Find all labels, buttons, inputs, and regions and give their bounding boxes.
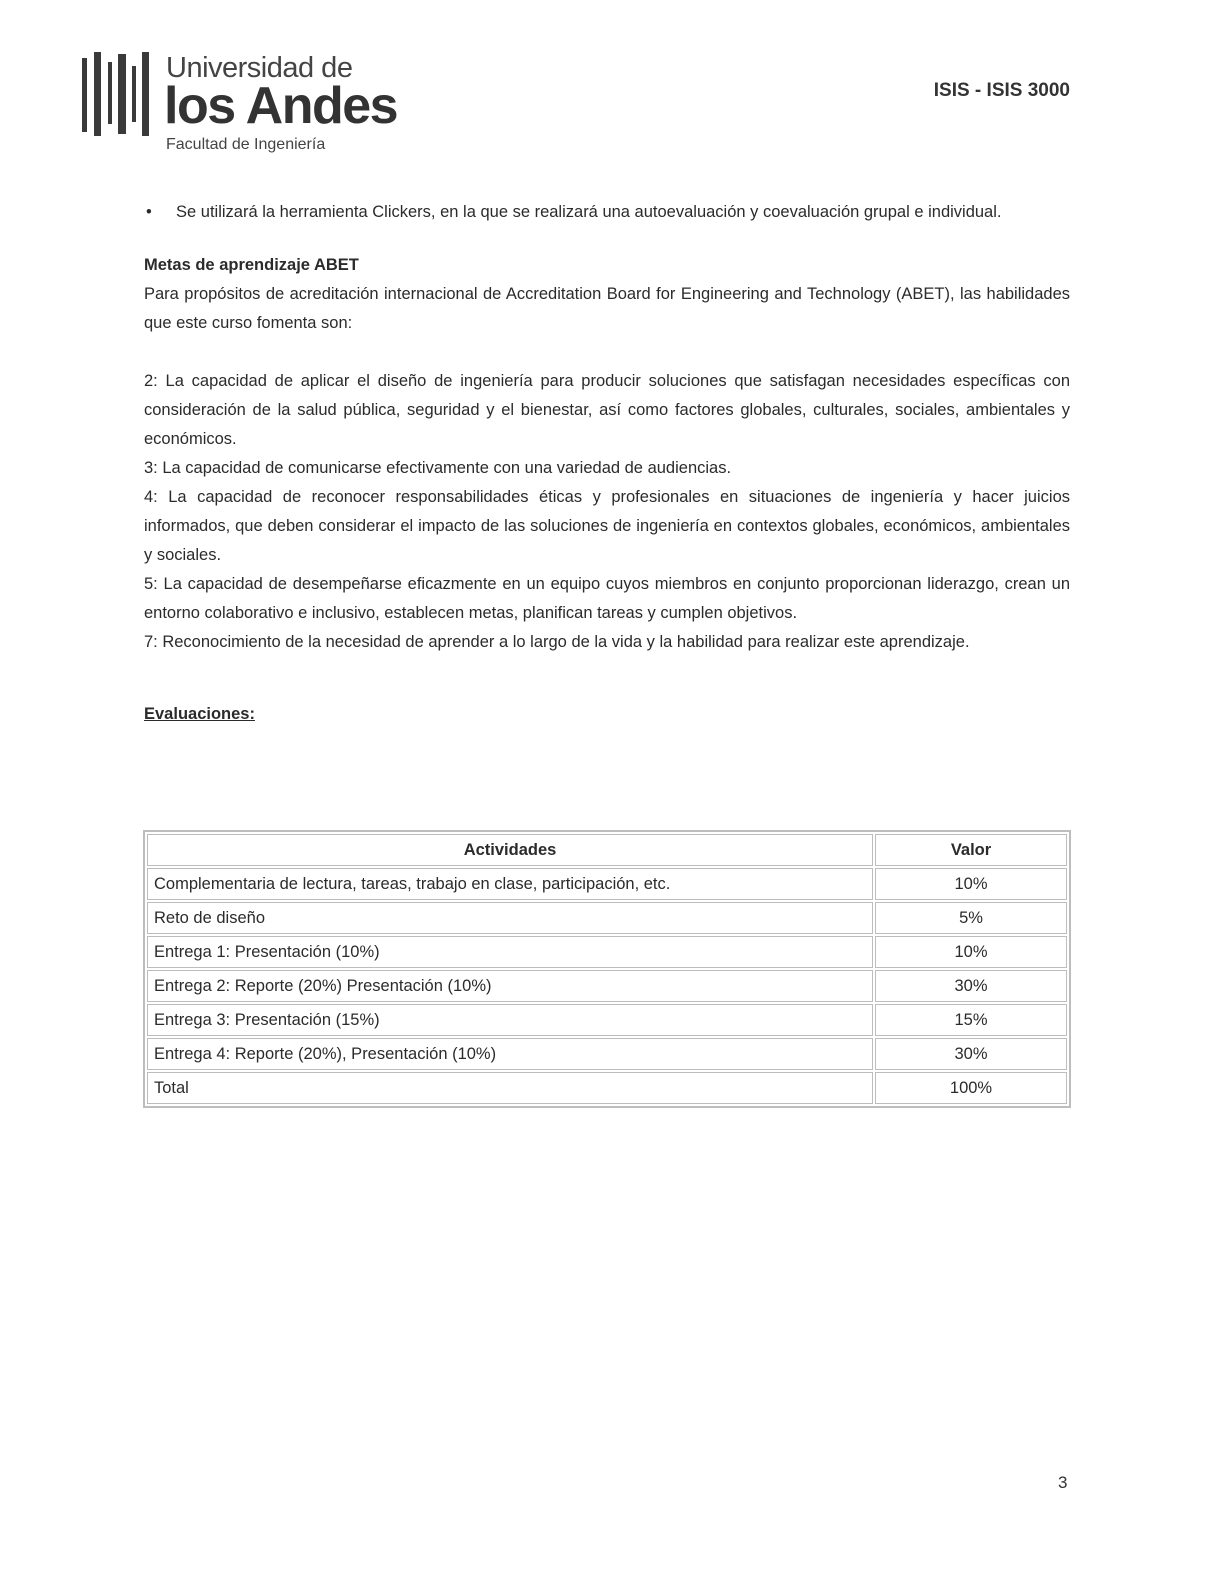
outcome-item: 2: La capacidad de aplicar el diseño de ingeniería para producir soluciones que satisfagan necesidades específicas con consideración de la salud pública, seguridad y el bienestar, así como factores globales, culturales, sociales, ambientales y económicos. — [144, 372, 1070, 448]
abet-intro: Para propósitos de acreditación internacional de Accreditation Board for Engineering and Technology (ABET), las habilidades que este curso fomenta son: — [144, 285, 1070, 332]
outcome-item: 4: La capacidad de reconocer responsabilidades éticas y profesionales en situaciones de ingeniería y hacer juicios informados, que deben considerar el impacto de las soluciones de ingeniería en contextos globales, económicos, ambientales y sociales. — [144, 488, 1070, 564]
table-row — [147, 1004, 1067, 1036]
logo-line2: los Andes — [164, 77, 398, 135]
table-row — [147, 936, 1067, 968]
logo-line3: Facultad de Ingeniería — [166, 136, 326, 153]
logo-mark-icon — [82, 52, 160, 136]
activity-cell: Entrega 1: Presentación (10%) — [147, 936, 873, 968]
university-logo — [80, 48, 398, 158]
outcome-item: 5: La capacidad de desempeñarse eficazmente en un equipo cuyos miembros en conjunto proporcionan liderazgo, crean un entorno colaborativo e inclusivo, establecen metas, planifican tareas y cumplen objetivos. — [144, 575, 1070, 622]
column-header-value: Valor — [875, 834, 1067, 866]
value-cell: 10% — [875, 868, 1067, 900]
value-cell: 15% — [875, 1004, 1067, 1036]
table-row — [147, 868, 1067, 900]
table-row — [147, 902, 1067, 934]
outcome-item: 7: Reconocimiento de la necesidad de aprender a lo largo de la vida y la habilidad para realizar este aprendizaje. — [144, 633, 970, 651]
value-cell: 100% — [875, 1072, 1067, 1104]
column-header-activities: Actividades — [147, 834, 873, 866]
activity-cell: Entrega 2: Reporte (20%) Presentación (10%) — [147, 970, 873, 1002]
document-body — [144, 198, 1070, 729]
outcome-item: 3: La capacidad de comunicarse efectivamente con una variedad de audiencias. — [144, 459, 732, 477]
activity-cell: Entrega 3: Presentación (15%) — [147, 1004, 873, 1036]
course-code: ISIS - ISIS 3000 — [933, 80, 1070, 101]
bullet-text: Se utilizará la herramienta Clickers, en la que se realizará una autoevaluación y coevaluación grupal e individual. — [176, 203, 1002, 221]
activity-cell: Total — [147, 1072, 873, 1104]
activity-cell: Entrega 4: Reporte (20%), Presentación (10%) — [147, 1038, 873, 1070]
activity-cell: Complementaria de lectura, tareas, trabajo en clase, participación, etc. — [147, 868, 873, 900]
value-cell: 30% — [875, 970, 1067, 1002]
logo-line1: Universidad de — [166, 52, 353, 84]
table-row — [147, 1072, 1067, 1104]
page-number: 3 — [1058, 1473, 1068, 1492]
table-row — [147, 970, 1067, 1002]
table-header-row — [147, 834, 1067, 866]
abet-section-title: Metas de aprendizaje ABET — [144, 256, 359, 274]
table-row — [147, 1038, 1067, 1070]
bullet-icon: • — [146, 203, 152, 221]
value-cell: 5% — [875, 902, 1067, 934]
value-cell: 10% — [875, 936, 1067, 968]
evaluation-table — [143, 830, 1071, 1108]
activity-cell: Reto de diseño — [147, 902, 873, 934]
evaluation-title: Evaluaciones: — [144, 705, 255, 723]
list-item — [144, 198, 1070, 227]
value-cell: 30% — [875, 1038, 1067, 1070]
